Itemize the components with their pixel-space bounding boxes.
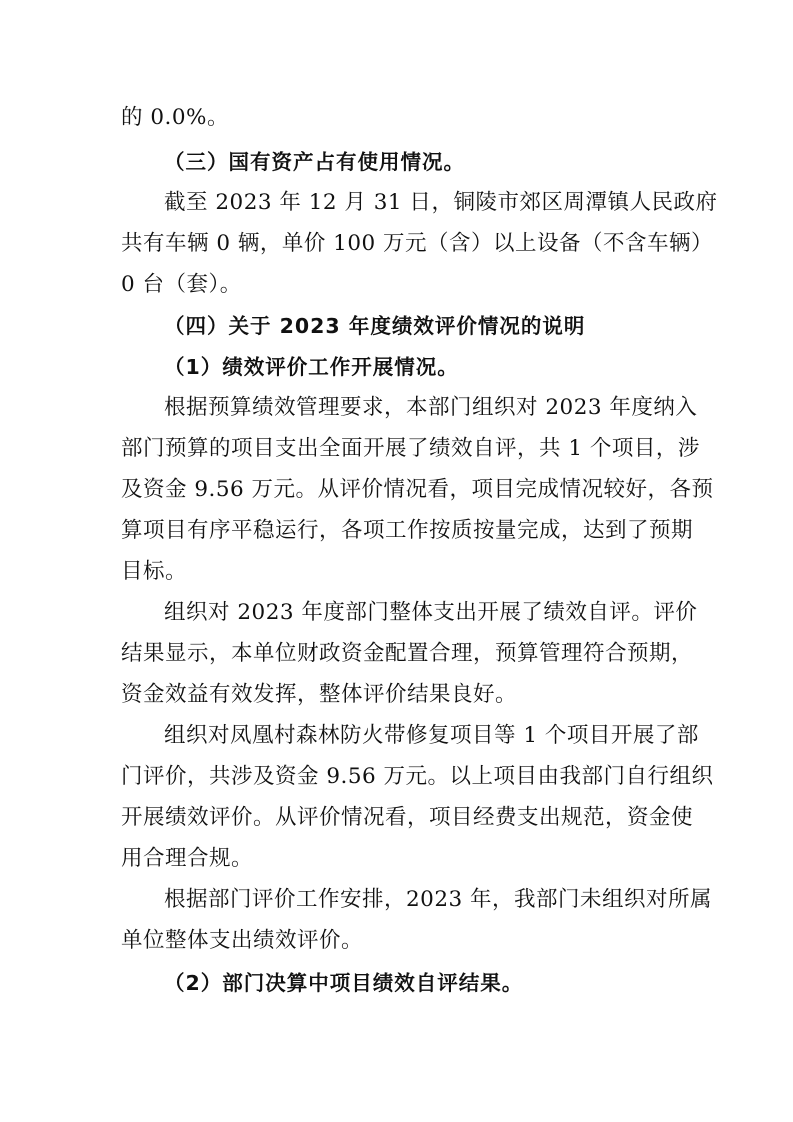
section-heading: （三）国有资产占有使用情况。: [164, 150, 465, 174]
paragraph-line: 共有车辆 0 辆，单价 100 万元（含）以上设备（不含车辆）: [121, 231, 714, 256]
paragraph-line: 门评价，共涉及资金 9.56 万元。以上项目由我部门自行组织: [121, 764, 714, 789]
paragraph-line: 的 0.0%。: [121, 105, 229, 130]
subsection-heading: （2）部门决算中项目绩效自评结果。: [164, 971, 524, 995]
paragraph-line: 部门预算的项目支出全面开展了绩效自评，共 1 个项目，涉: [121, 436, 700, 461]
paragraph-line: 结果显示，本单位财政资金配置合理，预算管理符合预期，: [121, 641, 694, 666]
paragraph-line: 根据预算绩效管理要求，本部门组织对 2023 年度纳入: [164, 395, 698, 420]
paragraph-line: 组织对凤凰村森林防火带修复项目等 1 个项目开展了部: [164, 723, 699, 748]
paragraph-line: 截至 2023 年 12 月 31 日，铜陵市郊区周潭镇人民政府: [164, 190, 718, 215]
paragraph-line: 目标。: [121, 559, 188, 584]
paragraph-line: 0 台（套）。: [121, 272, 242, 297]
section-heading: （四）关于 2023 年度绩效评价情况的说明: [164, 314, 586, 338]
paragraph-line: 及资金 9.56 万元。从评价情况看，项目完成情况较好，各预: [121, 477, 714, 502]
paragraph-line: 资金效益有效发挥，整体评价结果良好。: [121, 682, 518, 707]
paragraph-line: 用合理合规。: [121, 846, 254, 871]
paragraph-line: 算项目有序平稳运行，各项工作按质按量完成，达到了预期: [121, 518, 694, 543]
subsection-heading: （1）绩效评价工作开展情况。: [164, 355, 459, 379]
paragraph-line: 组织对 2023 年度部门整体支出开展了绩效自评。评价: [164, 600, 698, 625]
paragraph-line: 根据部门评价工作安排，2023 年，我部门未组织对所属: [164, 887, 713, 912]
paragraph-line: 开展绩效评价。从评价情况看，项目经费支出规范，资金使: [121, 805, 694, 830]
paragraph-line: 单位整体支出绩效评价。: [121, 928, 364, 953]
